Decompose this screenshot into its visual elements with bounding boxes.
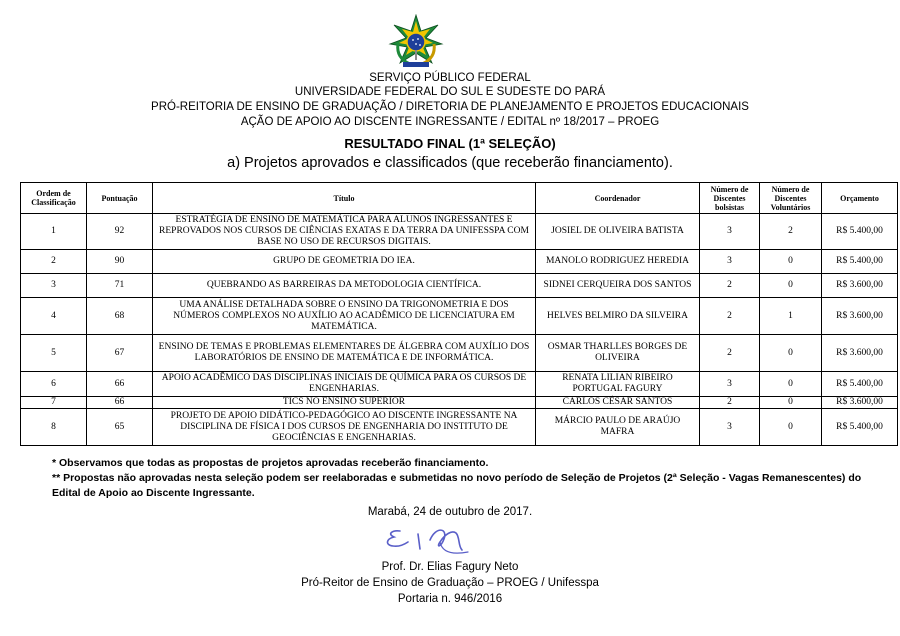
column-header-voluntarios: Número de Discentes Voluntários [760, 183, 822, 214]
table-header-row [21, 183, 898, 214]
cell-bolsistas: 2 [700, 298, 760, 335]
cell-voluntarios: 0 [760, 409, 822, 446]
table-row [21, 397, 898, 409]
cell-ordem: 4 [21, 298, 87, 335]
cell-coordenador: OSMAR THARLLES BORGES DE OLIVEIRA [536, 335, 700, 372]
cell-titulo: APOIO ACADÊMICO DAS DISCIPLINAS INICIAIS DE QUÍMICA PARA OS CURSOS DE ENGENHARIAS. [153, 372, 536, 397]
cell-voluntarios: 1 [760, 298, 822, 335]
cell-voluntarios: 0 [760, 335, 822, 372]
cell-titulo: PROJETO DE APOIO DIDÁTICO-PEDAGÓGICO AO DISCENTE INGRESSANTE NA DISCIPLINA DE FÍSICA I DOS CURSOS DE ENGENHARIA DO INSTITUTO DE GEOCIÊNCIAS E ENGENHARIAS. [153, 409, 536, 446]
cell-voluntarios: 0 [760, 250, 822, 274]
column-header-titulo: Título [153, 183, 536, 214]
signatory-role: Pró-Reitor de Ensino de Graduação – PROEG / Unifesspa [301, 577, 599, 589]
header-department: PRÓ-REITORIA DE ENSINO DE GRADUAÇÃO / DIRETORIA DE PLANEJAMENTO E PROJETOS EDUCACIONAIS [151, 101, 749, 113]
cell-titulo: QUEBRANDO AS BARREIRAS DA METODOLOGIA CIENTÍFICA. [153, 274, 536, 298]
cell-titulo: TICS NO ENSINO SUPERIOR [153, 397, 536, 409]
cell-voluntarios: 0 [760, 274, 822, 298]
cell-bolsistas: 3 [700, 372, 760, 397]
cell-pontuacao: 66 [87, 397, 153, 409]
cell-coordenador: RENATA LILIAN RIBEIRO PORTUGAL FAGURY [536, 372, 700, 397]
table-row [21, 214, 898, 250]
document-date: Marabá, 24 de outubro de 2017. [367, 506, 533, 518]
cell-coordenador: SIDNEI CERQUEIRA DOS SANTOS [536, 274, 700, 298]
cell-pontuacao: 71 [87, 274, 153, 298]
cell-titulo: ENSINO DE TEMAS E PROBLEMAS ELEMENTARES DE ÁLGEBRA COM AUXÍLIO DOS LABORATÓRIOS DE ENSINO DE MATEMÁTICA E DE INFORMÁTICA. [153, 335, 536, 372]
footnote-resubmission: ** Propostas não aprovadas nesta seleção podem ser reelaboradas e submetidas no novo período de Seleção de Projetos (2ª Seleção - Vagas Remanescentes) do Edital de Apoio ao Discente Ingressante. [52, 472, 862, 499]
cell-orcamento: R$ 5.400,00 [822, 214, 898, 250]
footnote-financing: * Observamos que todas as propostas de projetos aprovadas receberão financiamento. [52, 457, 489, 469]
cell-titulo: UMA ANÁLISE DETALHADA SOBRE O ENSINO DA TRIGONOMETRIA E DOS NÚMEROS COMPLEXOS NO AUXÍLIO AO ACADÊMICO DE LICENCIATURA EM MATEMÁTICA. [153, 298, 536, 335]
cell-ordem: 6 [21, 372, 87, 397]
cell-bolsistas: 3 [700, 214, 760, 250]
brazil-coat-of-arms-icon [388, 14, 444, 68]
cell-pontuacao: 67 [87, 335, 153, 372]
cell-orcamento: R$ 5.400,00 [822, 372, 898, 397]
column-header-coordenador: Coordenador [536, 183, 700, 214]
table-row [21, 372, 898, 397]
cell-coordenador: MÁRCIO PAULO DE ARAÚJO MAFRA [536, 409, 700, 446]
column-header-ordem: Ordem de Classificação [21, 183, 87, 214]
cell-bolsistas: 2 [700, 397, 760, 409]
cell-ordem: 5 [21, 335, 87, 372]
cell-voluntarios: 0 [760, 397, 822, 409]
column-header-pontuacao: Pontuação [87, 183, 153, 214]
cell-orcamento: R$ 3.600,00 [822, 397, 898, 409]
column-header-orcamento: Orçamento [822, 183, 898, 214]
cell-ordem: 1 [21, 214, 87, 250]
cell-pontuacao: 66 [87, 372, 153, 397]
cell-voluntarios: 0 [760, 372, 822, 397]
signatory-portaria: Portaria n. 946/2016 [397, 593, 503, 605]
cell-titulo: ESTRATÉGIA DE ENSINO DE MATEMÁTICA PARA ALUNOS INGRESSANTES E REPROVADOS NOS CURSOS DE CIÊNCIAS EXATAS E DA TERRA DA UNIFESSPA COM BASE NO USO DE RECURSOS DIGITAIS. [153, 214, 536, 250]
cell-bolsistas: 3 [700, 409, 760, 446]
cell-coordenador: CARLOS CÉSAR SANTOS [536, 397, 700, 409]
cell-bolsistas: 3 [700, 250, 760, 274]
table-row [21, 409, 898, 446]
cell-ordem: 3 [21, 274, 87, 298]
column-header-bolsistas: Número de Discentes bolsistas [700, 183, 760, 214]
cell-coordenador: HELVES BELMIRO DA SILVEIRA [536, 298, 700, 335]
cell-pontuacao: 68 [87, 298, 153, 335]
cell-ordem: 2 [21, 250, 87, 274]
table-row [21, 274, 898, 298]
cell-voluntarios: 2 [760, 214, 822, 250]
cell-orcamento: R$ 3.600,00 [822, 298, 898, 335]
cell-pontuacao: 65 [87, 409, 153, 446]
table-row [21, 335, 898, 372]
cell-orcamento: R$ 3.600,00 [822, 335, 898, 372]
cell-titulo: GRUPO DE GEOMETRIA DO IEA. [153, 250, 536, 274]
cell-bolsistas: 2 [700, 274, 760, 298]
header-university: UNIVERSIDADE FEDERAL DO SUL E SUDESTE DO PARÁ [294, 86, 606, 98]
cell-orcamento: R$ 5.400,00 [822, 250, 898, 274]
handwritten-signature [378, 522, 488, 558]
results-table [20, 182, 898, 446]
cell-orcamento: R$ 5.400,00 [822, 409, 898, 446]
page-subtitle: a) Projetos aprovados e classificados (que receberão financiamento). [227, 155, 673, 171]
cell-bolsistas: 2 [700, 335, 760, 372]
cell-orcamento: R$ 3.600,00 [822, 274, 898, 298]
signatory-name: Prof. Dr. Elias Fagury Neto [381, 561, 519, 573]
cell-ordem: 8 [21, 409, 87, 446]
table-row [21, 298, 898, 335]
header-institution: SERVIÇO PÚBLICO FEDERAL [369, 72, 531, 84]
cell-ordem: 7 [21, 397, 87, 409]
table-row [21, 250, 898, 274]
cell-pontuacao: 92 [87, 214, 153, 250]
cell-coordenador: MANOLO RODRIGUEZ HEREDIA [536, 250, 700, 274]
cell-coordenador: JOSIEL DE OLIVEIRA BATISTA [536, 214, 700, 250]
header-edital: AÇÃO DE APOIO AO DISCENTE INGRESSANTE / EDITAL nº 18/2017 – PROEG [240, 116, 660, 128]
cell-pontuacao: 90 [87, 250, 153, 274]
page-title: RESULTADO FINAL (1ª SELEÇÃO) [344, 136, 556, 151]
